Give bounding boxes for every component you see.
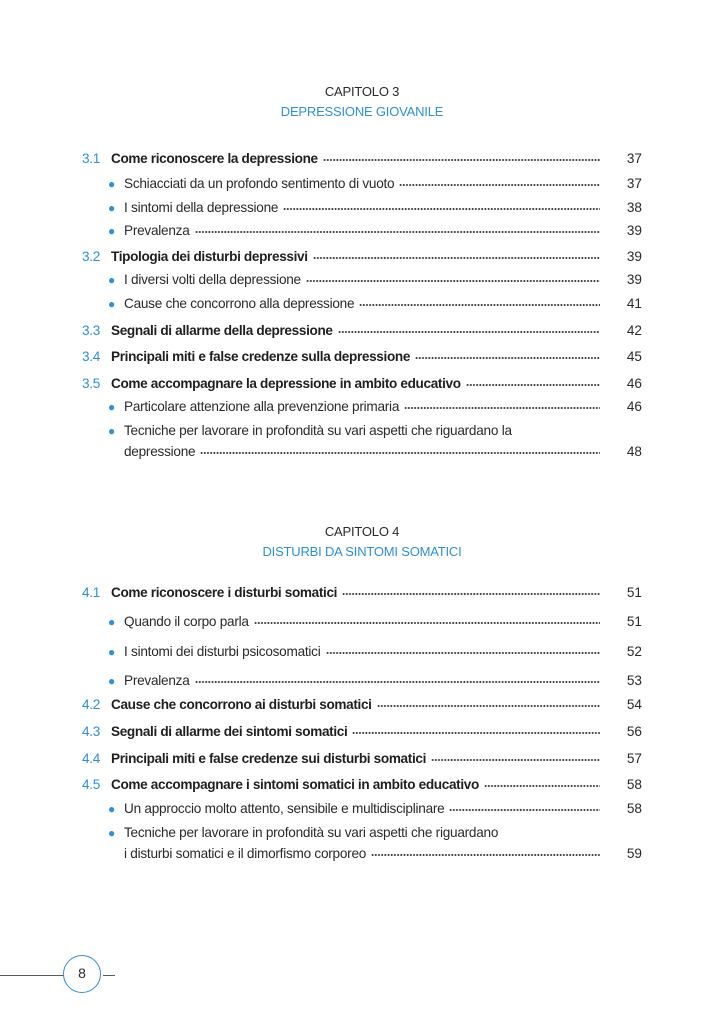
subsection-title-continuation: depressione: [124, 444, 196, 459]
page-number: 51: [626, 585, 642, 600]
subsection-title: I sintomi dei disturbi psicosomatici: [124, 644, 321, 659]
dot-leader: [306, 279, 600, 283]
chapter-4-header: [0, 522, 724, 562]
section-title: Cause che concorrono ai disturbi somatici: [111, 697, 372, 712]
page-number: 39: [626, 272, 642, 287]
page-number: 52: [626, 644, 642, 659]
page-number: 57: [626, 751, 642, 766]
dot-leader: [342, 592, 600, 596]
page-number: 46: [626, 399, 642, 414]
page-number: 41: [626, 296, 642, 311]
dot-leader: [466, 383, 600, 387]
section-title: Tipologia dei disturbi depressivi: [111, 249, 308, 264]
dot-leader: [404, 406, 600, 410]
page-number: 58: [626, 777, 642, 792]
bullet-icon: ●: [108, 273, 116, 287]
dot-leader: [323, 158, 600, 162]
chapter-title: DISTURBI DA SINTOMI SOMATICI: [262, 544, 462, 559]
chapter-label: CAPITOLO 3: [324, 84, 400, 99]
section-number: 3.5: [82, 376, 100, 391]
dot-leader: [326, 651, 601, 655]
dot-leader: [195, 230, 600, 234]
bullet-icon: ●: [108, 802, 116, 816]
page-number: 37: [626, 176, 642, 191]
dot-leader: [283, 207, 600, 211]
page-number: 59: [626, 846, 642, 861]
subsection-title: Particolare attenzione alla prevenzione primaria: [124, 399, 400, 414]
bullet-icon: ●: [108, 224, 116, 238]
page-number: 39: [626, 223, 642, 238]
bullet-icon: ●: [108, 826, 116, 840]
section-number: 4.5: [82, 777, 100, 792]
section-number: 3.4: [82, 349, 100, 364]
section-number: 4.2: [82, 697, 100, 712]
dot-leader: [371, 853, 600, 857]
chapter-3-header: [0, 82, 724, 122]
chapter-label: CAPITOLO 4: [324, 524, 400, 539]
section-number: 3.1: [82, 151, 100, 166]
bullet-icon: ●: [108, 177, 116, 191]
page-number: 42: [626, 323, 642, 338]
section-number: 4.3: [82, 724, 100, 739]
subsection-title: Prevalenza: [124, 673, 190, 688]
bullet-icon: ●: [108, 674, 116, 688]
dot-leader: [338, 330, 600, 334]
footer-rule-left: [0, 975, 64, 976]
subsection-title: Prevalenza: [124, 223, 190, 238]
page-number: 48: [626, 444, 642, 459]
section-number: 4.1: [82, 585, 100, 600]
dot-leader: [195, 680, 600, 684]
section-number: 4.4: [82, 751, 100, 766]
subsection-title: Quando il corpo parla: [124, 614, 249, 629]
subsection-title: Tecniche per lavorare in profondità su vari aspetti che riguardano la: [124, 423, 512, 438]
dot-leader: [359, 303, 600, 307]
bullet-icon: ●: [108, 400, 116, 414]
page-number: 53: [626, 673, 642, 688]
chapter-4: [0, 522, 724, 562]
dot-leader: [377, 704, 600, 708]
dot-leader: [200, 451, 600, 455]
bullet-icon: ●: [108, 424, 116, 438]
subsection-title: I sintomi della depressione: [124, 200, 279, 215]
bullet-icon: ●: [108, 615, 116, 629]
dot-leader: [415, 356, 600, 360]
page-number: 51: [626, 614, 642, 629]
section-title: Principali miti e false credenze sulla depressione: [111, 349, 411, 364]
footer-rule-right: [103, 975, 115, 976]
section-number: 3.3: [82, 323, 100, 338]
section-title: Come accompagnare la depressione in ambito educativo: [111, 376, 461, 391]
dot-leader: [399, 183, 600, 187]
section-number: 3.2: [82, 249, 100, 264]
page-number: 45: [626, 349, 642, 364]
dot-leader: [449, 808, 600, 812]
dot-leader: [431, 758, 600, 762]
section-title: Principali miti e false credenze sui disturbi somatici: [111, 751, 427, 766]
page-number: 38: [626, 200, 642, 215]
bullet-icon: ●: [108, 297, 116, 311]
section-title: Segnali di allarme dei sintomi somatici: [111, 724, 348, 739]
page-number: 37: [626, 151, 642, 166]
section-title: Come riconoscere la depressione: [111, 151, 318, 166]
section-title: Segnali di allarme della depressione: [111, 323, 333, 338]
chapter-title: DEPRESSIONE GIOVANILE: [280, 104, 444, 119]
subsection-title: I diversi volti della depressione: [124, 272, 301, 287]
page-number-badge: 8: [63, 955, 101, 993]
section-title: Come riconoscere i disturbi somatici: [111, 585, 338, 600]
chapter-3: [0, 82, 724, 122]
bullet-icon: ●: [108, 201, 116, 215]
section-title: Come accompagnare i sintomi somatici in ambito educativo: [111, 777, 479, 792]
dot-leader: [352, 731, 600, 735]
page-number: 58: [626, 801, 642, 816]
subsection-title: Cause che concorrono alla depressione: [124, 296, 355, 311]
bullet-icon: ●: [108, 645, 116, 659]
page-number: 39: [626, 249, 642, 264]
dot-leader: [484, 784, 600, 788]
subsection-title: Schiacciati da un profondo sentimento di vuoto: [124, 176, 395, 191]
page-number: 56: [626, 724, 642, 739]
subsection-title: Un approccio molto attento, sensibile e multidisciplinare: [124, 801, 445, 816]
dot-leader: [254, 621, 600, 625]
page-number: 54: [626, 697, 642, 712]
dot-leader: [313, 256, 600, 260]
subsection-title-continuation: i disturbi somatici e il dimorfismo corporeo: [124, 846, 367, 861]
subsection-title: Tecniche per lavorare in profondità su vari aspetti che riguardano: [124, 825, 499, 840]
page-number: 46: [626, 376, 642, 391]
